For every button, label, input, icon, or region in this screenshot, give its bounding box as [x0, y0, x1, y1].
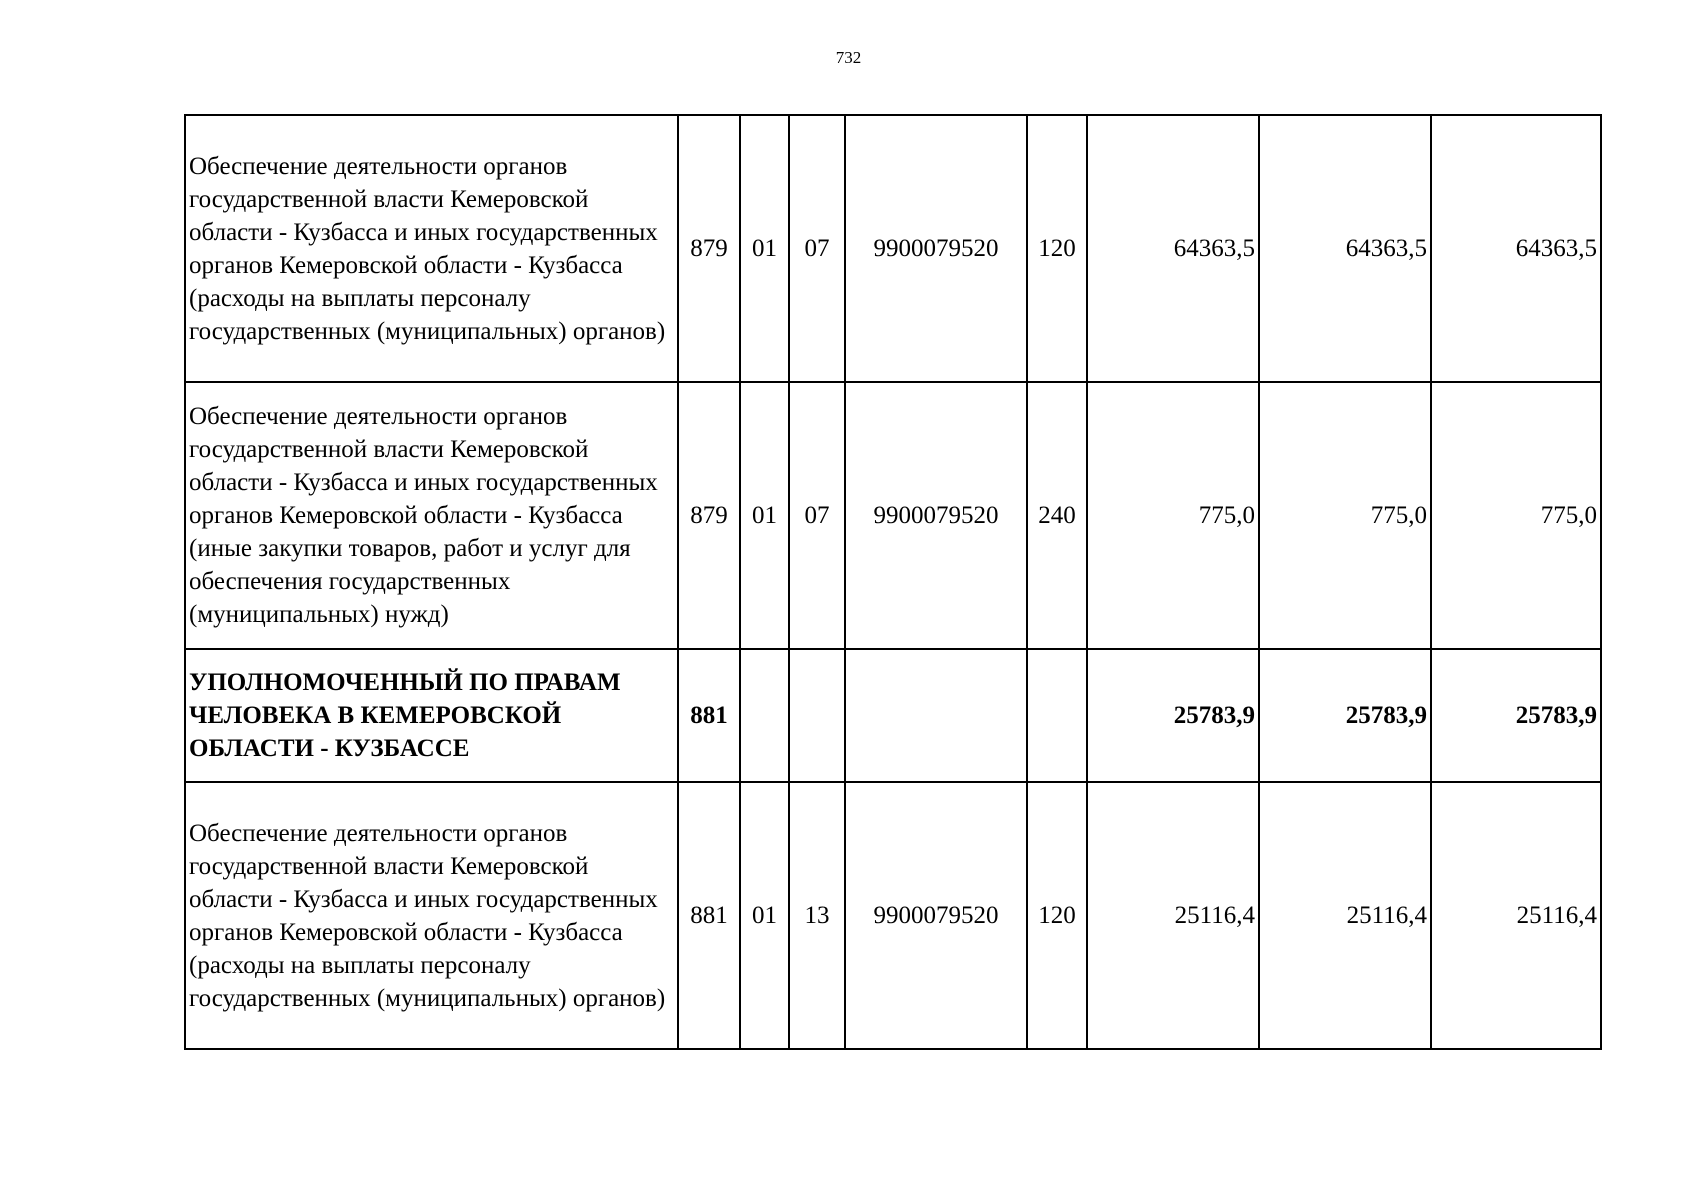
ministry-code-cell: 879	[678, 382, 740, 649]
ministry-code-cell: 879	[678, 115, 740, 382]
amount-cell-3: 775,0	[1431, 382, 1601, 649]
target-code-cell	[845, 649, 1027, 782]
target-code-cell: 9900079520	[845, 382, 1027, 649]
amount-cell-2: 25116,4	[1259, 782, 1431, 1049]
section-code-cell	[740, 649, 789, 782]
expense-name-cell: Обеспечение деятельности органов государственной власти Кемеровской области - Кузбасса и иных государственных органов Кемеровской области - Кузбасса (расходы на выплаты персоналу государственных (муниципальных) органов)	[185, 115, 678, 382]
table-row	[185, 115, 1601, 382]
table-row-heading	[185, 649, 1601, 782]
ministry-code-cell: 881	[678, 782, 740, 1049]
expense-name-cell: УПОЛНОМОЧЕННЫЙ ПО ПРАВАМ ЧЕЛОВЕКА В КЕМЕРОВСКОЙ ОБЛАСТИ - КУЗБАССЕ	[185, 649, 678, 782]
expense-type-cell: 240	[1027, 382, 1087, 649]
subsection-code-cell: 07	[789, 115, 845, 382]
section-code-cell: 01	[740, 382, 789, 649]
expense-name-cell: Обеспечение деятельности органов государственной власти Кемеровской области - Кузбасса и иных государственных органов Кемеровской области - Кузбасса (расходы на выплаты персоналу государственных (муниципальных) органов)	[185, 782, 678, 1049]
target-code-cell: 9900079520	[845, 115, 1027, 382]
amount-cell-1: 25116,4	[1087, 782, 1259, 1049]
section-code-cell: 01	[740, 782, 789, 1049]
target-code-cell: 9900079520	[845, 782, 1027, 1049]
expense-type-cell: 120	[1027, 115, 1087, 382]
amount-cell-2: 25783,9	[1259, 649, 1431, 782]
table-row	[185, 382, 1601, 649]
amount-cell-3: 25116,4	[1431, 782, 1601, 1049]
subsection-code-cell: 13	[789, 782, 845, 1049]
amount-cell-3: 64363,5	[1431, 115, 1601, 382]
amount-cell-2: 775,0	[1259, 382, 1431, 649]
amount-cell-1: 775,0	[1087, 382, 1259, 649]
section-code-cell: 01	[740, 115, 789, 382]
amount-cell-3: 25783,9	[1431, 649, 1601, 782]
amount-cell-2: 64363,5	[1259, 115, 1431, 382]
expense-name-cell: Обеспечение деятельности органов государственной власти Кемеровской области - Кузбасса и иных государственных органов Кемеровской области - Кузбасса (иные закупки товаров, работ и услуг для обеспечения государственных (муниципальных) нужд)	[185, 382, 678, 649]
expense-type-cell	[1027, 649, 1087, 782]
amount-cell-1: 25783,9	[1087, 649, 1259, 782]
amount-cell-1: 64363,5	[1087, 115, 1259, 382]
subsection-code-cell: 07	[789, 382, 845, 649]
ministry-code-cell: 881	[678, 649, 740, 782]
budget-table	[184, 114, 1602, 1050]
subsection-code-cell	[789, 649, 845, 782]
expense-type-cell: 120	[1027, 782, 1087, 1049]
page-number: 732	[835, 48, 862, 67]
table-row	[185, 782, 1601, 1049]
